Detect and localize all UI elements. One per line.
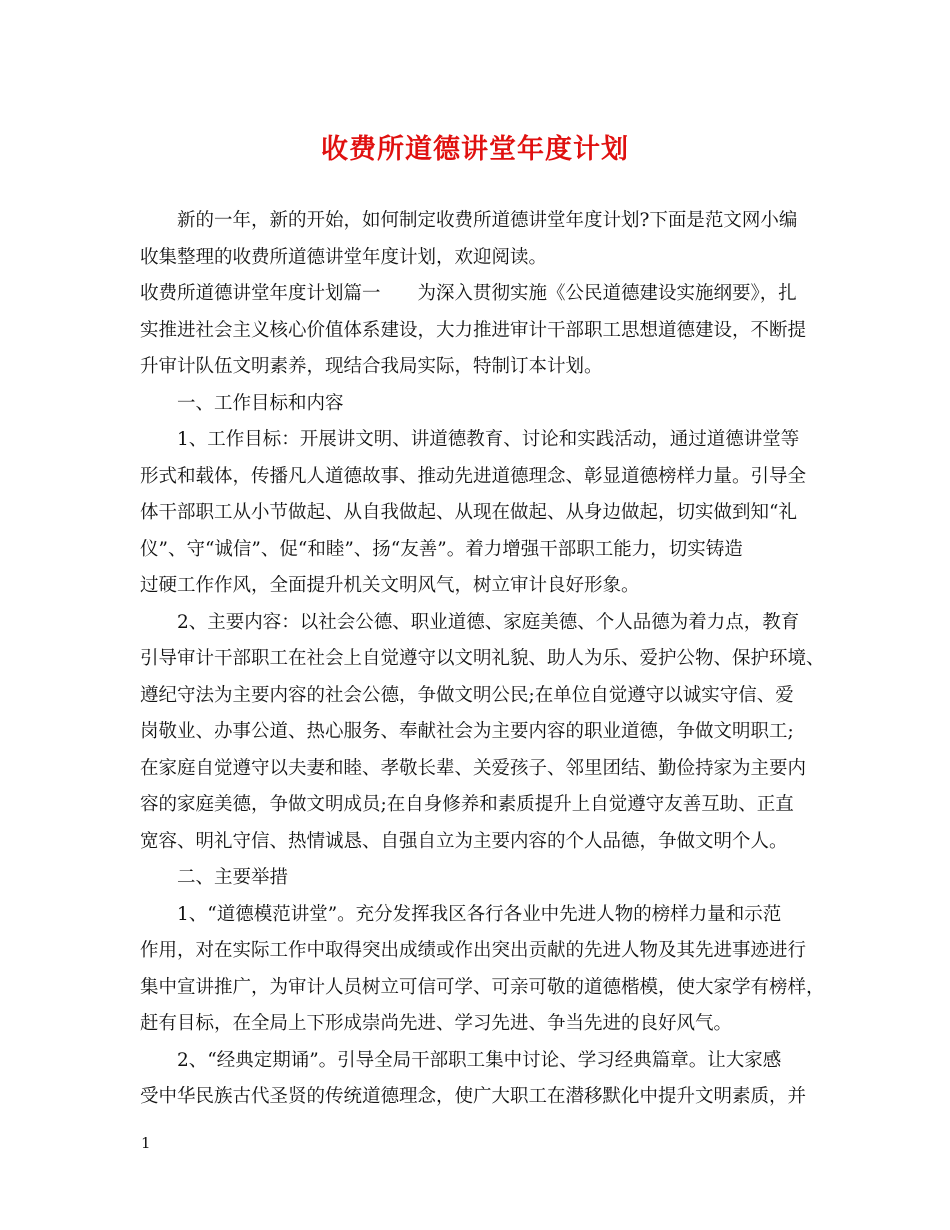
text-line: 赶有目标，在全局上下形成崇尚先进、学习先进、争当先进的良好风气。 [140, 1013, 733, 1034]
document-title: 收费所道德讲堂年度计划 [321, 134, 629, 165]
text-line: 1、工作目标：开展讲文明、讲道德教育、讨论和实践活动，通过道德讲堂等 [177, 429, 800, 450]
text-line: 受中华民族古代圣贤的传统道德理念，使广大职工在潜移默化中提升文明素质，并 [140, 1086, 807, 1107]
section-heading: 一、工作目标和内容 [177, 392, 344, 414]
text-line: 容的家庭美德，争做文明成员;在自身修养和素质提升上自觉遵守友善互助、正直 [140, 794, 794, 815]
text-line: 2、“经典定期诵”。引导全局干部职工集中讨论、学习经典篇章。让大家感 [177, 1049, 782, 1071]
section-heading: 二、主要举措 [177, 867, 289, 888]
page-number: 1 [141, 1134, 151, 1152]
text-line: 收费所道德讲堂年度计划篇一 为深入贯彻实施《公民道德建设实施纲要》，扎 [140, 283, 797, 304]
text-line: 仪”、守“诚信”、促“和睦”、扬“友善”。着力增强干部职工能力，切实铸造 [140, 538, 743, 560]
text-line: 实推进社会主义核心价值体系建设，大力推进审计干部职工思想道德建设，不断提 [140, 319, 807, 341]
text-line: 岗敬业、办事公道、热心服务、奉献社会为主要内容的职业道德，争做文明职工; [140, 721, 794, 742]
text-line: 形式和载体，传播凡人道德故事、推动先进道德理念、彰显道德榜样力量。引导全 [140, 465, 807, 487]
text-line: 引导审计干部职工在社会上自觉遵守以文明礼貌、助人为乐、爱护公物、保护环境、 [140, 648, 825, 669]
document-body [140, 203, 840, 1116]
text-line: 在家庭自觉遵守以夫妻和睦、孝敬长辈、关爱孩子、邻里团结、勤俭持家为主要内 [140, 757, 807, 779]
text-line: 宽容、明礼守信、热情诚恳、自强自立为主要内容的个人品德，争做文明个人。 [140, 830, 788, 852]
text-line: 升审计队伍文明素养，现结合我局实际，特制订本计划。 [140, 356, 603, 377]
text-line: 新的一年，新的开始，如何制定收费所道德讲堂年度计划?下面是范文网小编 [177, 210, 798, 231]
text-line: 过硬工作作风，全面提升机关文明风气，树立审计良好形象。 [140, 575, 640, 596]
text-line: 收集整理的收费所道德讲堂年度计划，欢迎阅读。 [140, 246, 548, 268]
text-line: 作用，对在实际工作中取得突出成绩或作出突出贡献的先进人物及其先进事迹进行 [140, 940, 807, 961]
text-line: 集中宣讲推广，为审计人员树立可信可学、可亲可敬的道德楷模，使大家学有榜样， [140, 976, 825, 998]
text-line: 2、主要内容：以社会公德、职业道德、家庭美德、个人品德为着力点，教育 [177, 611, 800, 633]
text-line: 1、“道德模范讲堂”。充分发挥我区各行各业中先进人物的榜样力量和示范 [177, 903, 782, 925]
text-line: 体干部职工从小节做起、从自我做起、从现在做起、从身边做起，切实做到知“礼 [140, 502, 797, 523]
text-line: 遵纪守法为主要内容的社会公德，争做文明公民;在单位自觉遵守以诚实守信、爱 [140, 684, 794, 706]
